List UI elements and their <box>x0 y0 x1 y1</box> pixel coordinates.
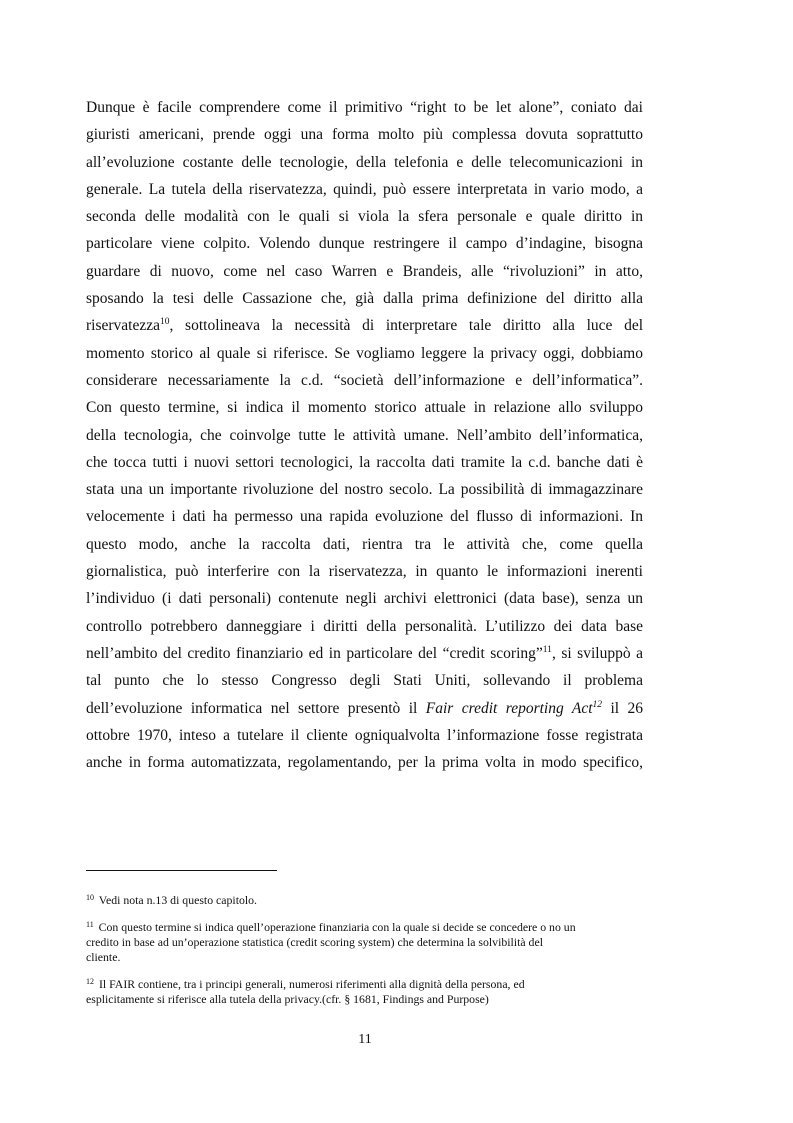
text-line: giuristi americani, prende oggi una forma molto più complessa dovuta soprattutto <box>86 126 643 144</box>
act-title: Fair credit reporting Act <box>425 699 593 717</box>
footnote-reference-12: 12 <box>592 699 603 710</box>
footnote-reference-11: 11 <box>542 644 552 655</box>
text-line: tal punto che lo stesso Congresso degli Stati Uniti, sollevando il problema <box>86 672 643 690</box>
text-line <box>86 695 643 722</box>
text-line <box>86 312 643 339</box>
text-line: anche in forma automatizzata, regolamentando, per la prima volta in modo specifico, <box>86 754 643 772</box>
footnote-text: Il FAIR contiene, tra i principi generali, numerosi riferimenti alla dignità della persona, ed <box>98 977 525 991</box>
footnote-separator <box>86 870 277 871</box>
footnote-line <box>86 977 643 992</box>
text-line: sposando la tesi delle Cassazione che, già dalla prima definizione del diritto alla <box>86 290 643 308</box>
text-line: guardare di nuovo, come nel caso Warren e Brandeis, alle “rivoluzioni” in atto, <box>86 262 643 280</box>
text-line: momento storico al quale si riferisce. Se vogliamo leggere la privacy oggi, dobbiamo <box>86 344 643 362</box>
text-segment: nell’ambito del credito finanziario ed in particolare del “credit scoring” <box>86 644 543 662</box>
footnote-number: 10 <box>86 893 94 902</box>
footnote-line <box>86 920 643 935</box>
text-line: Dunque è facile comprendere come il primitivo “right to be let alone”, coniato dai <box>86 99 643 116</box>
text-line: giornalistica, può interferire con la riservatezza, in quanto le informazioni inerenti <box>86 563 643 581</box>
footnote-line: credito in base ad un’operazione statistica (credit scoring system) che determina la solvibilità del <box>86 935 543 949</box>
body-paragraph <box>86 94 643 776</box>
text-line: all’evoluzione costante delle tecnologie, della telefonia e delle telecomunicazioni in <box>86 153 643 171</box>
footnote-10 <box>86 893 643 908</box>
text-line: l’individuo (i dati personali) contenute negli archivi elettronici (data base), senza un <box>86 590 643 608</box>
footnote-11 <box>86 920 643 965</box>
footnote-number: 12 <box>86 977 94 986</box>
text-line: generale. La tutela della riservatezza, quindi, può essere interpretata in vario modo, a <box>86 180 643 198</box>
text-line: particolare viene colpito. Volendo dunque restringere il campo d’indagine, bisogna <box>86 235 643 253</box>
footnote-line: esplicitamente si riferisce alla tutela della privacy.(cfr. § 1681, Findings and Purpose) <box>86 992 489 1006</box>
text-line: ottobre 1970, inteso a tutelare il cliente ogniqualvolta l’informazione fosse registrata <box>86 726 643 744</box>
footnotes <box>86 893 643 1019</box>
text-line: Con questo termine, si indica il momento storico attuale in relazione allo sviluppo <box>86 399 643 417</box>
page-number: 11 <box>358 1032 372 1047</box>
text-segment: , si sviluppò a <box>551 644 643 662</box>
text-line: velocemente i dati ha permesso una rapida evoluzione del flusso di informazioni. In <box>86 508 643 526</box>
footnote-number: 11 <box>86 920 94 929</box>
text-line: questo modo, anche la raccolta dati, rientra tra le attività che, come quella <box>86 535 643 553</box>
footnote-line: cliente. <box>86 950 121 964</box>
text-line <box>86 640 643 667</box>
footnote-12 <box>86 977 643 1007</box>
text-line: seconda delle modalità con le quali si viola la sfera personale e quale diritto in <box>86 208 643 226</box>
footnote-text: Con questo termine si indica quell’operazione finanziaria con la quale si decide se concedere o no un <box>98 920 576 934</box>
text-line: che tocca tutti i nuovi settori tecnologici, la raccolta dati tramite la c.d. banche dati è <box>86 453 643 471</box>
text-line: controllo potrebbero danneggiare i diritti della personalità. L’utilizzo dei data base <box>86 617 643 635</box>
text-line: della tecnologia, che coinvolge tutte le attività umane. Nell’ambito dell’informatica, <box>86 426 643 444</box>
footnote-reference-10: 10 <box>160 317 170 328</box>
footnote-line <box>86 893 643 908</box>
text-segment: il 26 <box>602 699 643 717</box>
footnote-text: Vedi nota n.13 di questo capitolo. <box>98 893 257 907</box>
text-line: considerare necessariamente la c.d. “società dell’informazione e dell’informatica”. <box>86 371 643 389</box>
text-segment: dell’evoluzione informatica nel settore presentò il <box>86 699 426 717</box>
text-segment: riservatezza <box>86 317 160 335</box>
text-line: stata una un importante rivoluzione del nostro secolo. La possibilità di immagazzinare <box>86 481 643 499</box>
text-segment: , sottolineava la necessità di interpretare tale diritto alla luce del <box>169 317 643 335</box>
